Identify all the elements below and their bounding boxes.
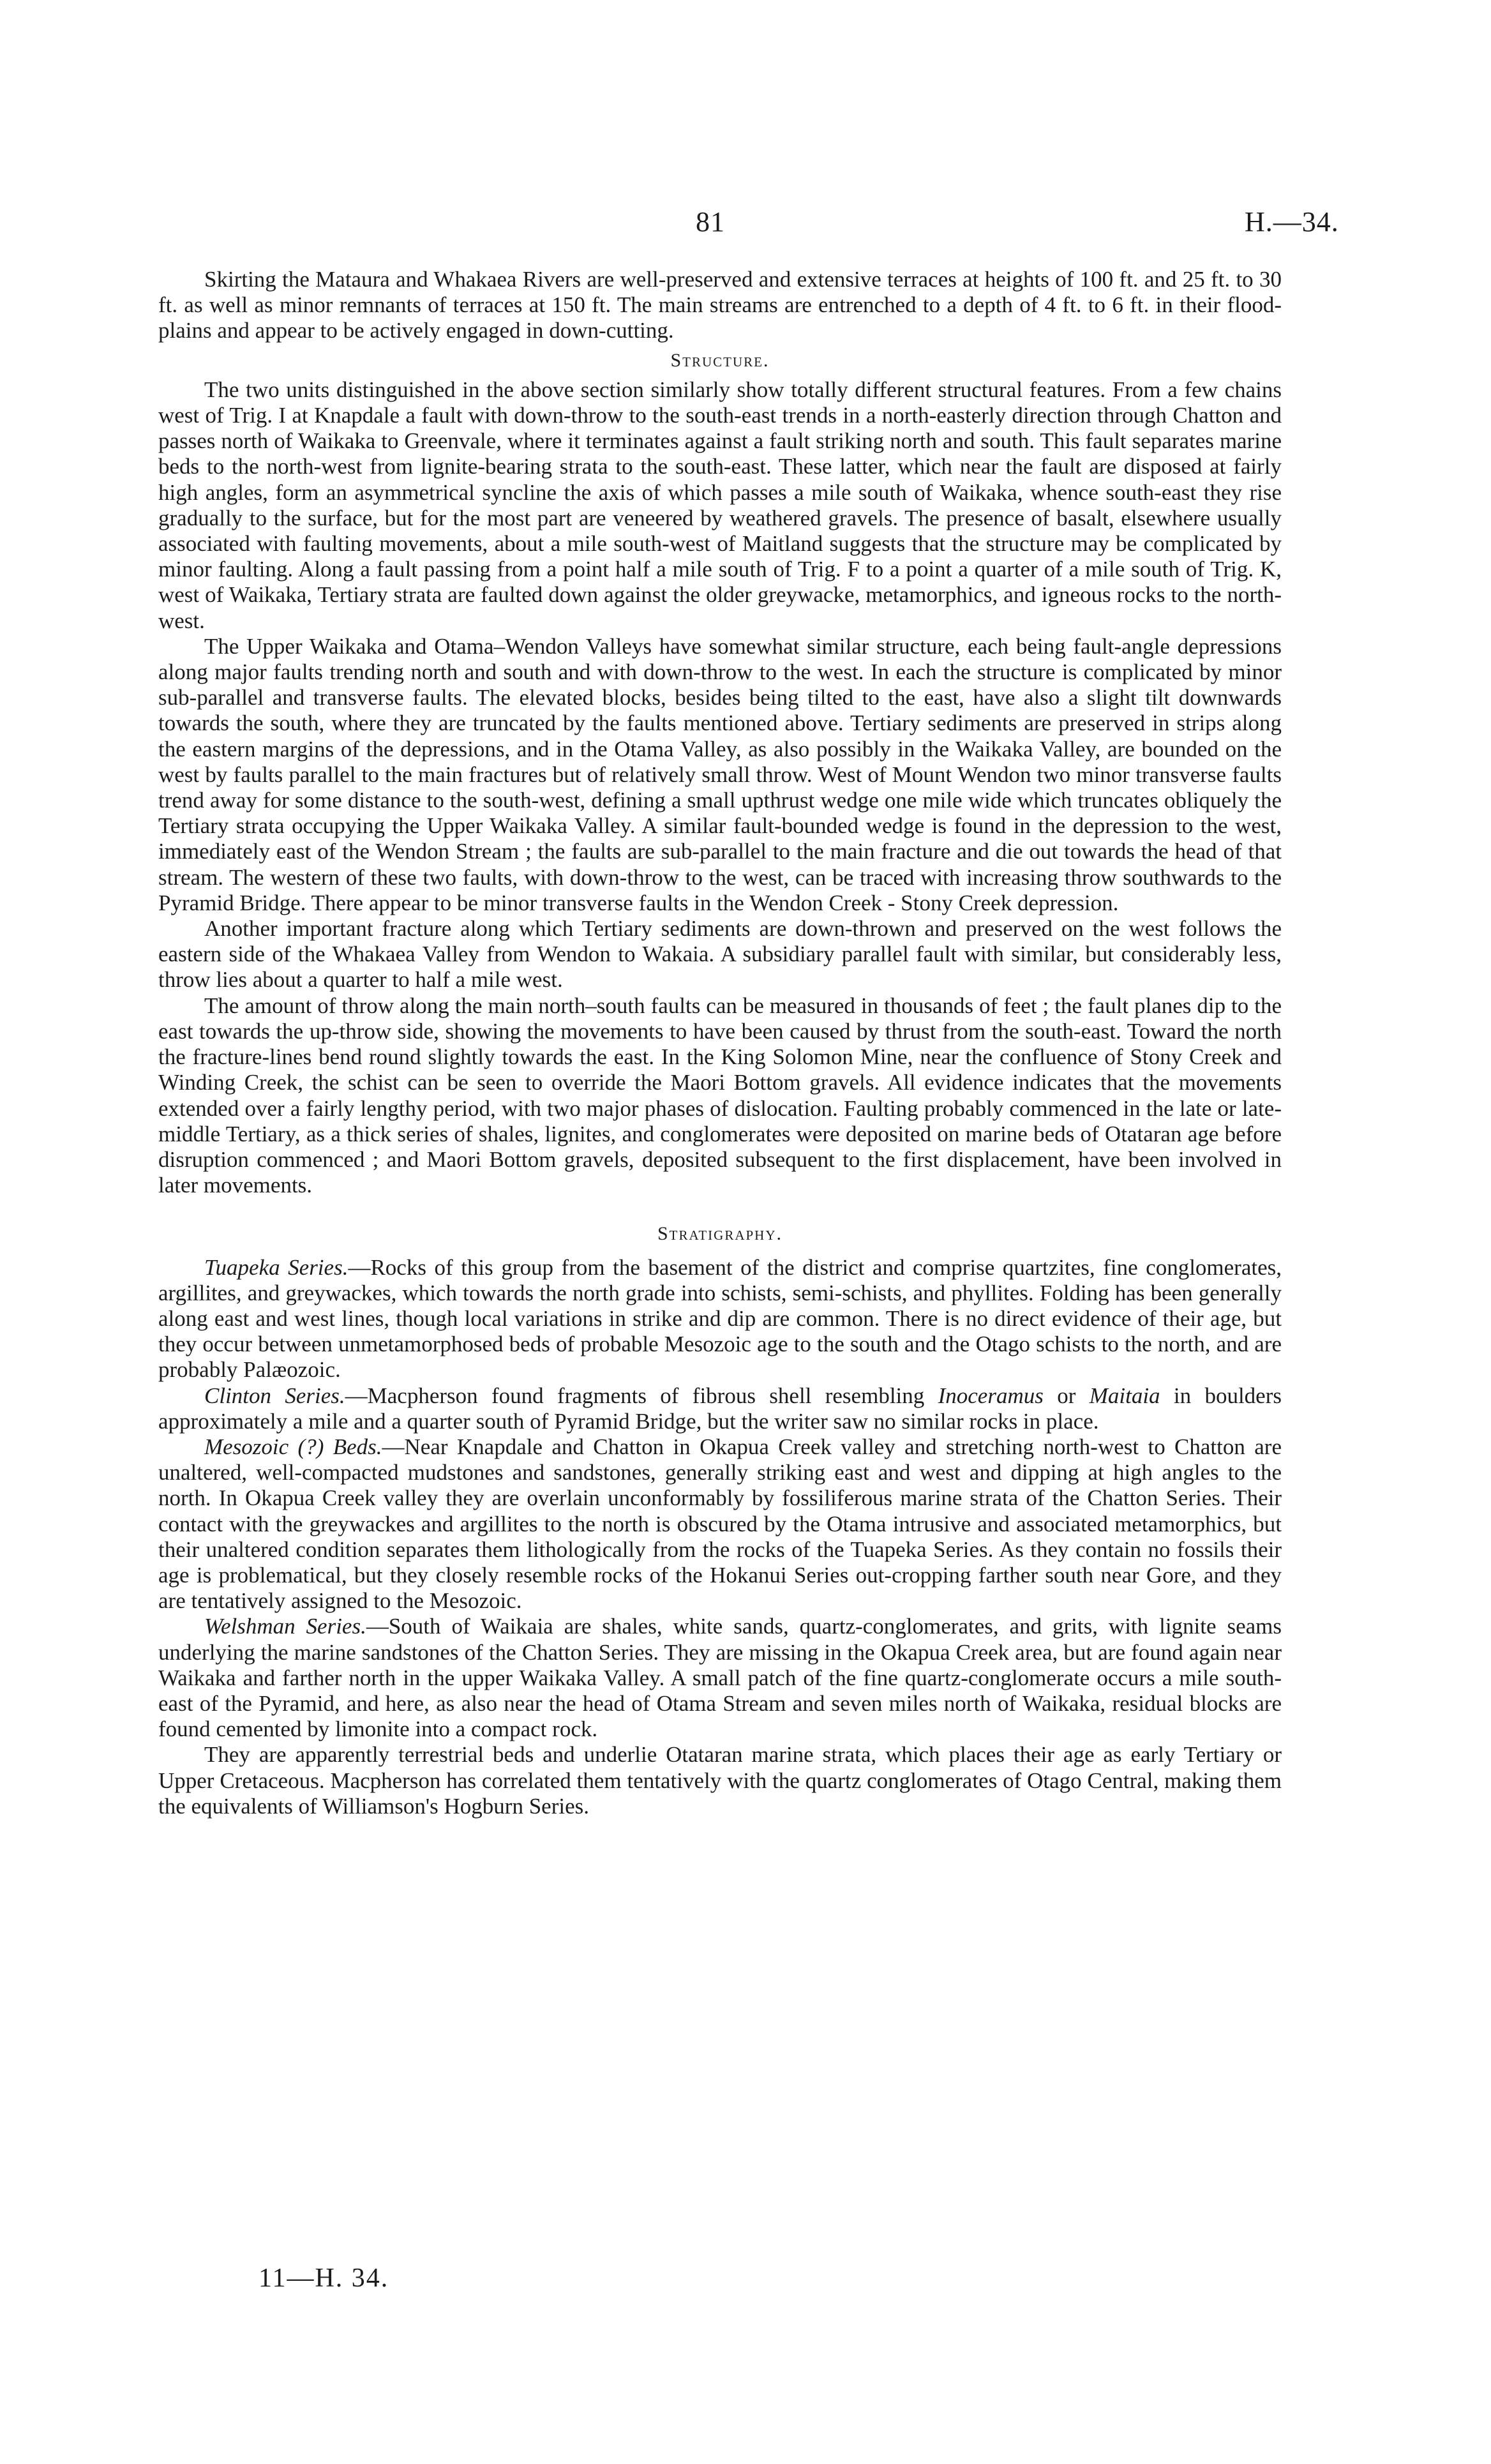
maitaia-genus: Maitaia [1089,1383,1160,1408]
welshman-paragraph-2: They are apparently terrestrial beds and underlie Otataran marine strata, which places their age as early Tertiary or Upper Cretaceous. Macpherson has correlated them tentatively with the quartz conglomerates of Otago Central, making them the equivalents of Williamson's Hogburn Series. [158,1742,1282,1819]
clinton-or: or [1043,1383,1090,1408]
mesozoic-beds-name: Mesozoic (?) Beds. [204,1434,382,1459]
clinton-text-b: in boulders approximately a mile and a quarter south of Pyramid Bridge, but the writer saw no similar rocks in place. [158,1383,1282,1434]
structure-paragraph-3: Another important fracture along which Tertiary sediments are down-thrown and preserved on the west follows the eastern side of the Whakaea Valley from Wendon to Wakaia. A subsidiary parallel fault with similar, but considerably less, throw lies about a quarter to half a mile west. [158,916,1282,993]
structure-paragraph-4: The amount of throw along the main north–south faults can be measured in thousands of feet ; the fault planes dip to the east towards the up-throw side, showing the movements to have been caused by thrust from the south-east. Toward the north the fracture-lines bend round slightly towards the east. In the King Solomon Mine, near the confluence of Stony Creek and Winding Creek, the schist can be seen to override the Maori Bottom gravels. All evidence indicates that the movements extended over a fairly lengthy period, with two major phases of dislocation. Faulting probably commenced in the late or late-middle Tertiary, as a thick series of shales, lignites, and conglomerates were deposited on marine beds of Otataran age before disruption commenced ; and Maori Bottom gravels, deposited subsequent to the first displacement, have been involved in later movements. [158,993,1282,1198]
clinton-paragraph [158,1383,1282,1434]
page-body [158,267,1282,1819]
tuapeka-paragraph [158,1255,1282,1383]
page-signature: 11—H. 34. [258,2264,389,2293]
clinton-series-name: Clinton Series. [204,1383,345,1408]
tuapeka-series-name: Tuapeka Series. [204,1254,348,1280]
stratigraphy-heading: Stratigraphy. [657,1223,783,1245]
clinton-text-a: —Macpherson found fragments of fibrous shell resembling [345,1383,938,1408]
mesozoic-paragraph [158,1434,1282,1614]
document-reference: H.—34. [1245,206,1339,237]
structure-paragraph-2: The Upper Waikaka and Otama–Wendon Valleys have somewhat similar structure, each being fault-angle depressions along major faults trending north and south and with down-throw to the west. In each the structure is complicated by minor sub-parallel and transverse faults. The elevated blocks, besides being tilted to the east, have also a slight tilt downwards towards the south, where they are truncated by the faults mentioned above. Tertiary sediments are preserved in strips along the eastern margins of the depressions, and in the Otama Valley, as also possibly in the Waikaka Valley, are bounded on the west by faults parallel to the main fractures but of relatively small throw. West of Mount Wendon two minor transverse faults trend away for some distance to the south-west, defining a small upthrust wedge one mile wide which truncates obliquely the Tertiary strata occupying the Upper Waikaka Valley. A similar fault-bounded wedge is found in the depression to the west, immediately east of the Wendon Stream ; the faults are sub-parallel to the main fracture and die out towards the head of that stream. The western of these two faults, with down-throw to the west, can be traced with increasing throw southwards to the Pyramid Bridge. There appear to be minor transverse faults in the Wendon Creek - Stony Creek depression. [158,633,1282,915]
inoceramus-genus: Inoceramus [938,1383,1044,1408]
mesozoic-text: —Near Knapdale and Chatton in Okapua Creek valley and stretching north-west to Chatton are unaltered, well-compacted mudstones and sandstones, generally striking east and west and dipping at high angles to the north. In Okapua Creek valley they are overlain unconformably by fossiliferous marine strata of the Chatton Series. Their contact with the greywackes and argillites to the north is obscured by the Otama intrusive and associated metamorphics, but their unaltered condition separates them lithologically from the rocks of the Tuapeka Series. As they contain no fossils their age is problematical, but they closely resemble rocks of the Hokanui Series out-cropping farther south near Gore, and they are tentatively assigned to the Mesozoic. [158,1434,1282,1614]
welshman-paragraph [158,1614,1282,1742]
terraces-paragraph: Skirting the Mataura and Whakaea Rivers are well-preserved and extensive terraces at heights of 100 ft. and 25 ft. to 30 ft. as well as minor remnants of terraces at 150 ft. The main streams are entrenched to a depth of 4 ft. to 6 ft. in their flood-plains and appear to be actively engaged in down-cutting. [158,267,1282,343]
welshman-text: —South of Waikaia are shales, white sands, quartz-conglomerates, and grits, with lignite seams underlying the marine sandstones of the Chatton Series. They are missing in the Okapua Creek area, but are found again near Waikaka and farther north in the upper Waikaka Valley. A small patch of the fine quartz-conglomerate occurs a mile south-east of the Pyramid, and here, as also near the head of Otama Stream and seven miles north of Waikaka, residual blocks are found cemented by limonite into a compact rock. [158,1614,1282,1742]
tuapeka-text: —Rocks of this group from the basement of the district and comprise quartzites, fine conglomerates, argillites, and greywackes, which towards the north grade into schists, semi-schists, and phyllites. Folding has been generally along east and west lines, though local variations in strike and dip are common. There is no direct evidence of their age, but they occur between unmetamorphosed beds of probable Mesozoic age to the south and the Otago schists to the north, and are probably Palæozoic. [158,1254,1282,1383]
structure-paragraph-1: The two units distinguished in the above section similarly show totally different structural features. From a few chains west of Trig. I at Knapdale a fault with down-throw to the south-east trends in a north-easterly direction through Chatton and passes north of Waikaka to Greenvale, where it terminates against a fault striking north and south. This fault separates marine beds to the north-west from lignite-bearing strata to the south-east. These latter, which near the fault are disposed at fairly high angles, form an asymmetrical syncline the axis of which passes a mile south of Waikaka, whence south-east they rise gradually to the surface, but for the most part are veneered by weathered gravels. The presence of basalt, elsewhere usually associated with faulting movements, about a mile south-west of Maitland suggests that the structure may be complicated by minor faulting. Along a fault passing from a point half a mile south of Trig. F to a point a quarter of a mile south of Trig. K, west of Waikaka, Tertiary strata are faulted down against the older greywacke, metamorphics, and igneous rocks to the north-west. [158,377,1282,633]
welshman-series-name: Welshman Series. [204,1614,366,1639]
structure-heading: Structure. [670,349,770,371]
page-number: 81 [696,206,725,237]
